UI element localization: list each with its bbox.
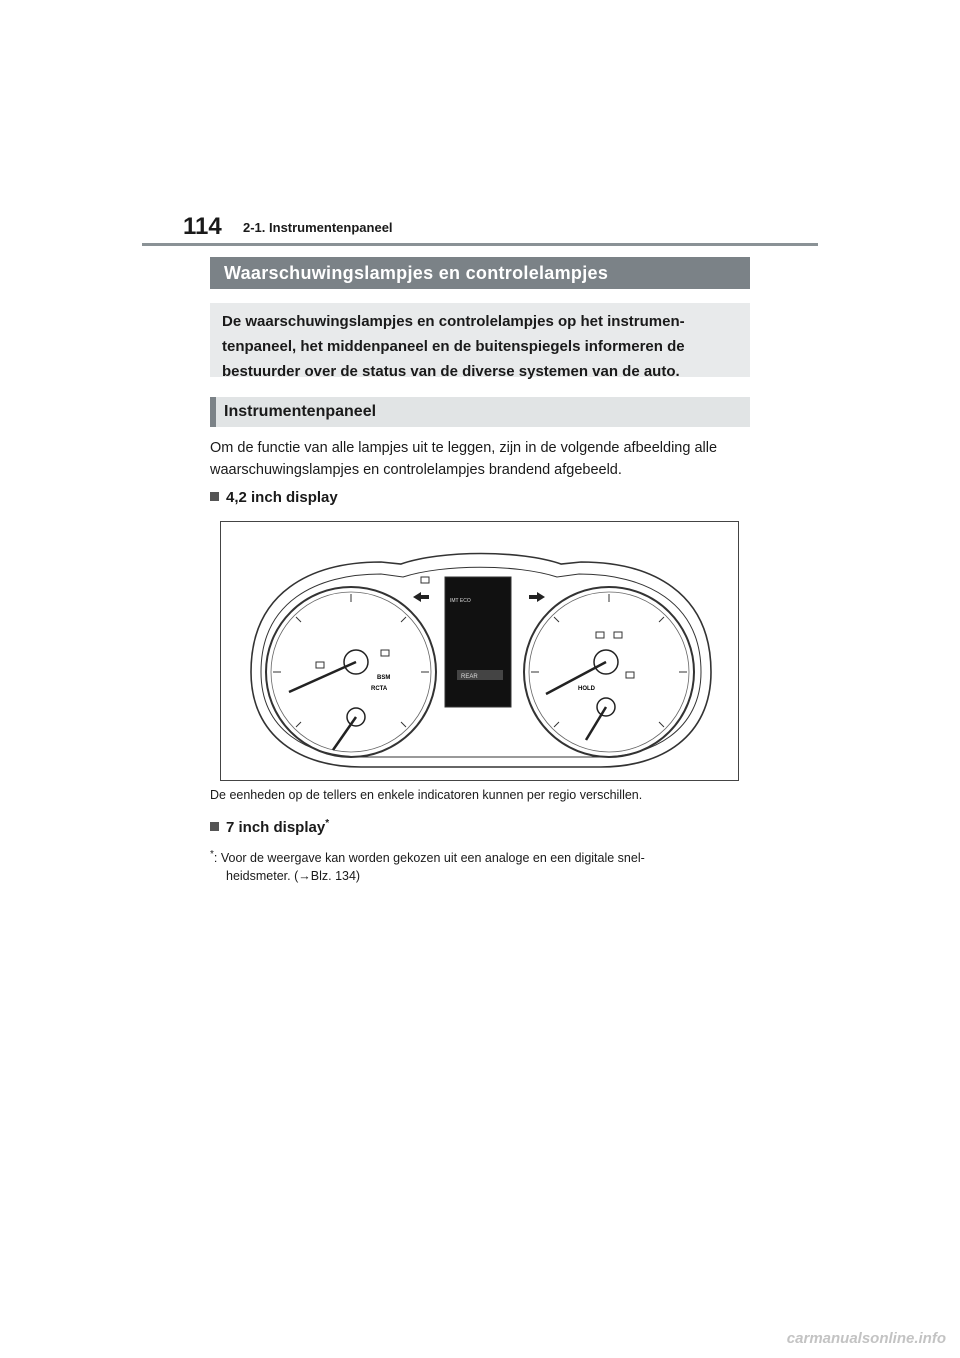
rear-label: REAR	[461, 674, 478, 680]
footnote-mark: *	[210, 849, 214, 860]
footnote-line-1: : Voor de weergave kan worden gekozen uit een analoge en een digitale snel-	[213, 851, 645, 866]
instrument-cluster-illustration	[221, 522, 738, 780]
bsm-label: BSM	[377, 675, 391, 681]
intro-box	[210, 303, 750, 380]
bullet-label: 7 inch display	[226, 819, 326, 836]
bullet-label: 4,2 inch display	[226, 489, 338, 506]
square-bullet-icon	[210, 822, 219, 831]
square-bullet-icon	[210, 492, 219, 501]
watermark-logo: carmanualsonline.info	[786, 1330, 946, 1347]
bullet-7-inch	[210, 818, 329, 836]
header-divider	[142, 243, 818, 246]
instrument-panel-figure	[220, 521, 739, 781]
chapter-title: 2-1. Instrumentenpaneel	[243, 220, 393, 235]
page-number: 114	[183, 213, 222, 240]
section-banner: Waarschuwingslampjes en controlelampjes	[210, 257, 750, 289]
svg-text:IMT ECO: IMT ECO	[450, 598, 471, 604]
bullet-4-2-inch	[210, 489, 338, 506]
rcta-label: RCTA	[371, 686, 388, 692]
footnote-line-2: heidsmeter. (→Blz. 134)	[226, 869, 361, 884]
body-paragraph: Om de functie van alle lampjes uit te leggen, zijn in de volgende afbeelding alle waarschuwingslampjes en controlelampjes brandend afgebeeld.	[210, 440, 718, 478]
subsection-banner: Instrumentenpaneel	[210, 397, 750, 427]
footnote-marker: *	[325, 818, 330, 829]
figure-caption: De eenheden op de tellers en enkele indicatoren kunnen per regio verschillen.	[210, 788, 643, 802]
intro-text: De waarschuwingslampjes en controlelampjes op het instrumen-tenpaneel, het middenpaneel en de buitenspiegels informeren de bestuurder over de status van de diverse systemen van de auto.	[222, 313, 685, 380]
footnote	[210, 846, 750, 885]
hold-label: HOLD	[578, 686, 595, 692]
